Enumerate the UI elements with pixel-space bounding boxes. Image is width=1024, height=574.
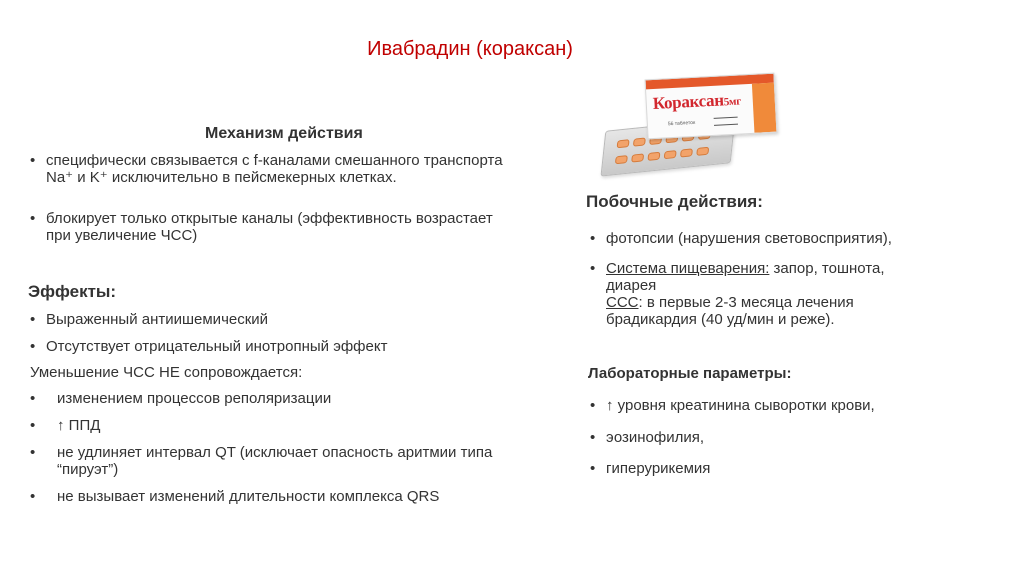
mechanism-item: • блокирует только открытые каналы (эффективность возрастает при увеличение ЧСС) xyxy=(30,210,496,244)
side-effects-heading: Побочные действия: xyxy=(586,192,763,211)
manufacturer-logo xyxy=(714,117,738,126)
coraxan-package-image xyxy=(600,66,780,176)
mechanism-item: • специфически связывается с f-каналами смешанного транспорта Na⁺ и K⁺ исключительно в пейсмекерных клетках. xyxy=(30,152,516,186)
hr-intro-text: Уменьшение ЧСС НЕ сопровождается: xyxy=(30,364,303,381)
lab-item: • гиперурикемия xyxy=(590,460,710,477)
hr-item: • изменением процессов реполяризации xyxy=(30,390,527,407)
hr-item: • не удлиняет интервал QT (исключает опасность аритмии типа “пируэт”) xyxy=(30,444,537,478)
medicine-box xyxy=(645,73,778,140)
box-count-label: 56 таблеток xyxy=(667,119,696,128)
slide-title xyxy=(0,38,1024,61)
mechanism-heading: Механизм действия xyxy=(205,125,363,142)
hr-item: • ↑ ППД xyxy=(30,417,527,434)
side-effect-item: • фотопсии (нарушения световосприятия), xyxy=(590,230,1006,247)
lab-item: • ↑ уровня креатинина сыворотки крови, xyxy=(590,397,875,414)
effects-item: • Выраженный антиишемический xyxy=(30,311,268,328)
digestive-system-label: Система пищеварения: xyxy=(606,260,770,277)
effects-heading: Эффекты: xyxy=(28,282,117,301)
lab-heading: Лабораторные параметры: xyxy=(588,365,792,382)
lab-item: • эозинофилия, xyxy=(590,429,704,446)
side-effect-item: • Система пищеварения: запор, тошнота, диарея ССС: в первые 2-3 месяца лечения брадикардия (40 уд/мин и реже). xyxy=(590,260,916,328)
box-brand-label: Кораксан5мг xyxy=(652,90,742,114)
hr-item: • не вызывает изменений длительности комплекса QRS xyxy=(30,488,537,505)
slide-title-text: Ивабрадин (кораксан) xyxy=(367,38,573,60)
effects-item: • Отсутствует отрицательный инотропный эффект xyxy=(30,338,387,355)
cvs-label: ССС xyxy=(606,294,639,311)
